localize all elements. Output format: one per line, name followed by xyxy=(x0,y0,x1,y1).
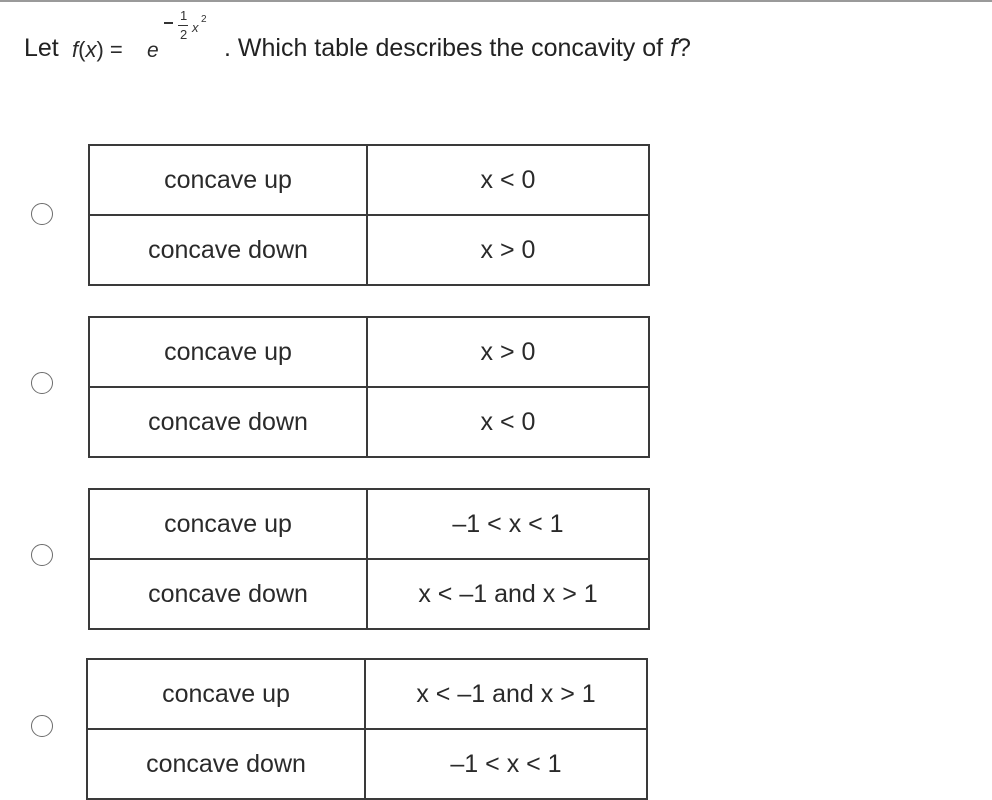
table-row xyxy=(89,559,649,629)
interval-condition: x < –1 and x > 1 xyxy=(367,559,649,629)
concavity-table-option-2 xyxy=(88,316,650,458)
top-divider xyxy=(0,0,992,2)
exponent-variable: x xyxy=(192,20,199,35)
question-let: Let xyxy=(24,34,59,62)
concavity-label: concave down xyxy=(89,559,367,629)
table-row xyxy=(87,659,647,729)
exponent-numerator: 1 xyxy=(180,8,188,23)
concavity-table-option-4 xyxy=(86,658,648,800)
table-row xyxy=(87,729,647,799)
concavity-label: concave up xyxy=(89,145,367,215)
interval-condition: x > 0 xyxy=(367,317,649,387)
table-row xyxy=(89,145,649,215)
exponent-minus xyxy=(164,22,173,24)
question-stem xyxy=(24,10,984,80)
concavity-table-option-3 xyxy=(88,488,650,630)
concavity-label: concave up xyxy=(89,317,367,387)
interval-condition: x < 0 xyxy=(367,387,649,457)
radio-button-option-1[interactable] xyxy=(31,203,53,225)
interval-condition: x < –1 and x > 1 xyxy=(365,659,647,729)
exponent-denominator: 2 xyxy=(180,27,188,42)
table-row xyxy=(89,489,649,559)
concavity-label: concave down xyxy=(87,729,365,799)
radio-button-option-2[interactable] xyxy=(31,372,53,394)
exponential-base: e xyxy=(147,39,159,62)
interval-condition: x < 0 xyxy=(367,145,649,215)
concavity-table-option-1 xyxy=(88,144,650,286)
question-prompt: . Which table describes the concavity of f? xyxy=(224,34,691,62)
table-row xyxy=(89,317,649,387)
radio-button-option-4[interactable] xyxy=(31,715,53,737)
table-row xyxy=(89,387,649,457)
concavity-label: concave up xyxy=(89,489,367,559)
concavity-label: concave up xyxy=(87,659,365,729)
exponent-fraction-bar xyxy=(178,25,188,26)
radio-button-option-3[interactable] xyxy=(31,544,53,566)
interval-condition: –1 < x < 1 xyxy=(367,489,649,559)
interval-condition: –1 < x < 1 xyxy=(365,729,647,799)
concavity-label: concave down xyxy=(89,215,367,285)
function-name: f(x) = xyxy=(72,37,123,62)
concavity-label: concave down xyxy=(89,387,367,457)
exponent xyxy=(162,10,232,50)
exponent-power: 2 xyxy=(201,14,207,25)
table-row xyxy=(89,215,649,285)
interval-condition: x > 0 xyxy=(367,215,649,285)
